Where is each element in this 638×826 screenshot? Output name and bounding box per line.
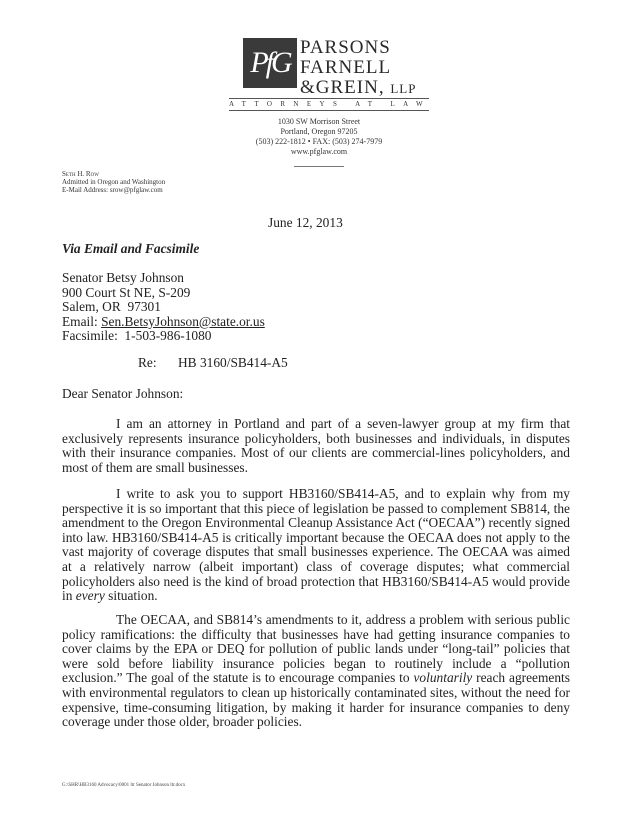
- firm-name-line2: FARNELL: [300, 57, 392, 78]
- paragraph-2-part-a: I write to ask you to support HB3160/SB414-A5, and to explain why from my perspective it is so important that this piece of legislation be passed to complement SB814, the amendment to the Oregon Environmental Cleanup Assistance Act (“OECAA”) recently signed into law. HB3160/SB414-A5 is critically important because the OECAA does not apply to the vast majority of coverage disputes that small businesses experience. The OECAA was aimed at a relatively narrow (albeit important) class of coverage disputes; what commercial policyholders also need is the kind of broad protection that HB3160/SB414-A5 would provide in: [62, 486, 570, 604]
- recipient-block: [62, 271, 265, 344]
- paragraph-3: [62, 613, 570, 730]
- recipient-email-label: Email:: [62, 313, 98, 329]
- re-subject: HB 3160/SB414-A5: [178, 355, 288, 370]
- letter-date: June 12, 2013: [268, 215, 343, 230]
- paragraph-1-text: I am an attorney in Portland and part of a seven-lawyer group at my firm that exclusively represents insurance policyholders, both businesses and individuals, in disputes with their insurance companies. Most of our clients are commercial-lines policyholders, and most of them are small businesses.: [62, 416, 570, 475]
- paragraph-1: [62, 417, 570, 475]
- address-rule: [294, 166, 344, 167]
- letterhead-rule-bottom: [229, 110, 429, 111]
- address-city: Portland, Oregon 97205: [280, 127, 358, 136]
- sender-block: [62, 170, 165, 194]
- paragraph-3-text: [62, 613, 570, 730]
- delivery-method: Via Email and Facsimile: [62, 241, 200, 256]
- recipient-fax: Facsimile: 1-503-986-1080: [62, 328, 212, 344]
- recipient-email-line: [62, 315, 265, 330]
- paragraph-2-text: [62, 487, 570, 604]
- paragraph-2-emphasis: every: [75, 588, 105, 604]
- paragraph-3-part-b: reach agreements with environmental regulators to clean up historically contaminated sites, without the need for expensive, time-consuming litigation, by making it harder for insurance companies to deny coverage under those older, broader policies.: [62, 670, 570, 730]
- firm-suffix: LLP: [390, 81, 417, 96]
- firm-logo: [243, 38, 297, 88]
- paragraph-2: [62, 487, 570, 604]
- address-web: www.pfglaw.com: [290, 147, 348, 156]
- salutation: Dear Senator Johnson:: [62, 386, 184, 401]
- document-path-footer: G:\SHR\HB3160 Advocacy\0001 ltr Senator Johnson ltr.docx: [62, 783, 186, 788]
- tagline: ATTORNEYS AT LAW: [229, 100, 432, 108]
- paragraph-2-part-b: situation.: [108, 588, 158, 604]
- paragraph-3-part-a: The OECAA, and SB814’s amendments to it, address a problem with serious public policy ramifications: the difficulty that businesses have had getting insurance companies to cover claims by the EPA or DEQ for pollution of public lands under “long-tail” policies that were sold before liability insurance policies began to routinely include a “pollution exclusion.” The goal of the statute is to encourage companies to: [62, 612, 570, 686]
- address-phone: (503) 222-1812 • FAX: (503) 274-7979: [255, 137, 383, 146]
- recipient-street: 900 Court St NE, S-209: [62, 284, 191, 300]
- letterhead-rule-top: [229, 98, 429, 99]
- firm-address: [200, 117, 438, 157]
- sender-email: E-Mail Address: srow@pfglaw.com: [62, 186, 163, 194]
- re-label: Re:: [138, 355, 157, 370]
- recipient-email-link[interactable]: Sen.BetsyJohnson@state.or.us: [101, 313, 265, 329]
- firm-name-line1: PARSONS: [300, 37, 391, 58]
- address-street: 1030 SW Morrison Street: [277, 117, 361, 126]
- sender-admitted: Admitted in Oregon and Washington: [62, 178, 166, 186]
- firm-name-grein: &GREIN,: [300, 77, 385, 98]
- paragraph-3-emphasis: voluntarily: [413, 670, 473, 686]
- sender-name: Seth H. Row: [62, 170, 99, 178]
- logo-monogram: PfG: [250, 46, 290, 79]
- firm-name-line3: [300, 78, 416, 99]
- recipient-name: Senator Betsy Johnson: [62, 270, 184, 285]
- recipient-city: Salem, OR 97301: [62, 299, 161, 315]
